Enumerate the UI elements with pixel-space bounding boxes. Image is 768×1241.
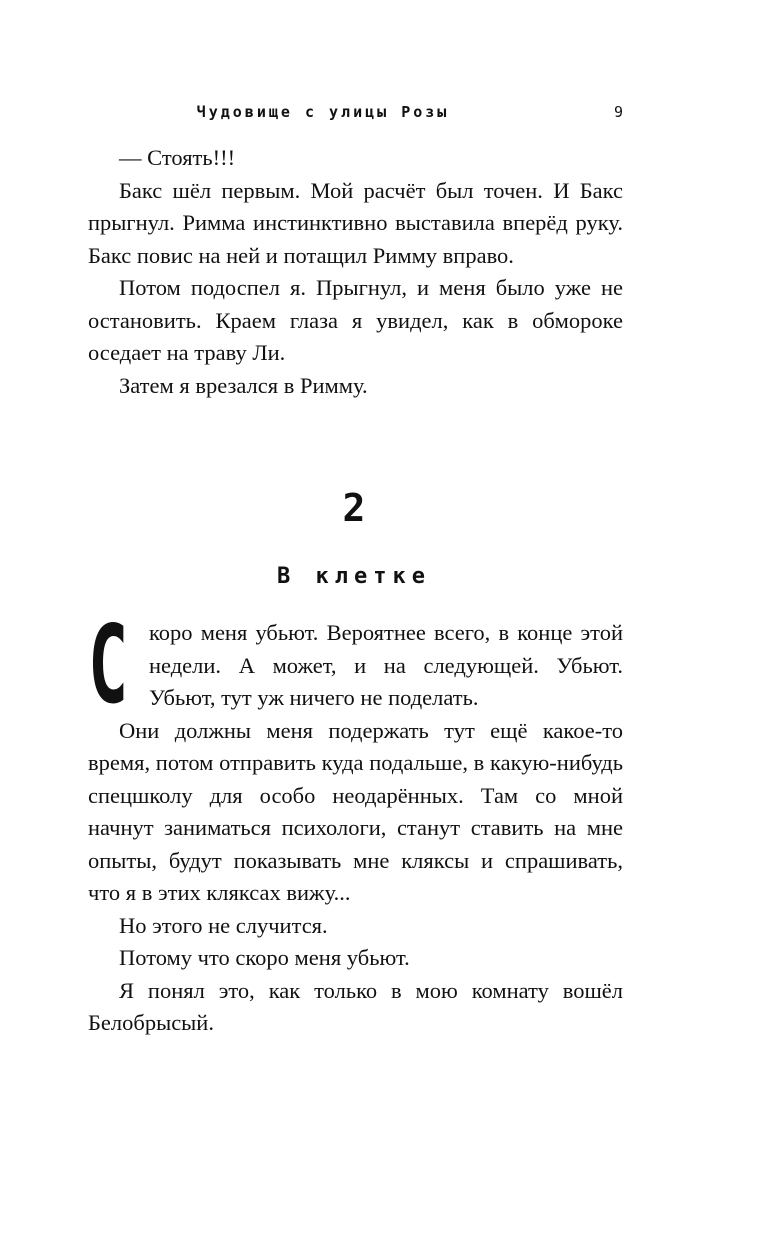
chapter-title: В клетке xyxy=(277,564,431,589)
running-title: Чудовище с улицы Розы xyxy=(196,103,450,121)
chapter-number: 2 xyxy=(342,486,366,530)
first-paragraph-text: коро меня убьют. Вероятнее всего, в конце этой недели. А может, и на следующей. Убьют. Убьют, тут уж ничего не поделать. xyxy=(149,620,623,710)
paragraph: Потому что скоро меня убьют. xyxy=(119,945,410,970)
paragraph: Они должны меня подержать тут ещё какое-то время, потом отправить куда подальше, в какую-нибудь спецшколу для особо неодарённых. Там со мной начнут заниматься психологи, станут ставить на мне опыты, будут показывать мне кляксы и спрашивать, что я в этих кляксах вижу... xyxy=(88,717,623,905)
top-text-block xyxy=(88,142,623,402)
paragraph: Я понял это, как только в мою комнату вошёл Белобрысый. xyxy=(88,977,623,1035)
paragraph: Но этого не случится. xyxy=(119,912,328,938)
drop-cap-letter: С xyxy=(88,603,129,728)
paragraph: Бакс шёл первым. Мой расчёт был точен. И Бакс прыгнул. Римма инстинктивно выставила вперёд руку. Бакс повис на ней и потащил Римму вправо. xyxy=(88,177,623,268)
paragraph: Затем я врезался в Римму. xyxy=(119,372,368,398)
running-header xyxy=(88,103,623,127)
page-number: 9 xyxy=(613,103,623,121)
chapter-text-block xyxy=(88,603,623,1040)
paragraph: Потом подоспел я. Прыгнул, и меня было уже не остановить. Краем глаза я увидел, как в обмороке оседает на траву Ли. xyxy=(88,275,623,365)
first-paragraph xyxy=(88,603,623,728)
paragraph: — Стоять!!! xyxy=(119,145,236,170)
